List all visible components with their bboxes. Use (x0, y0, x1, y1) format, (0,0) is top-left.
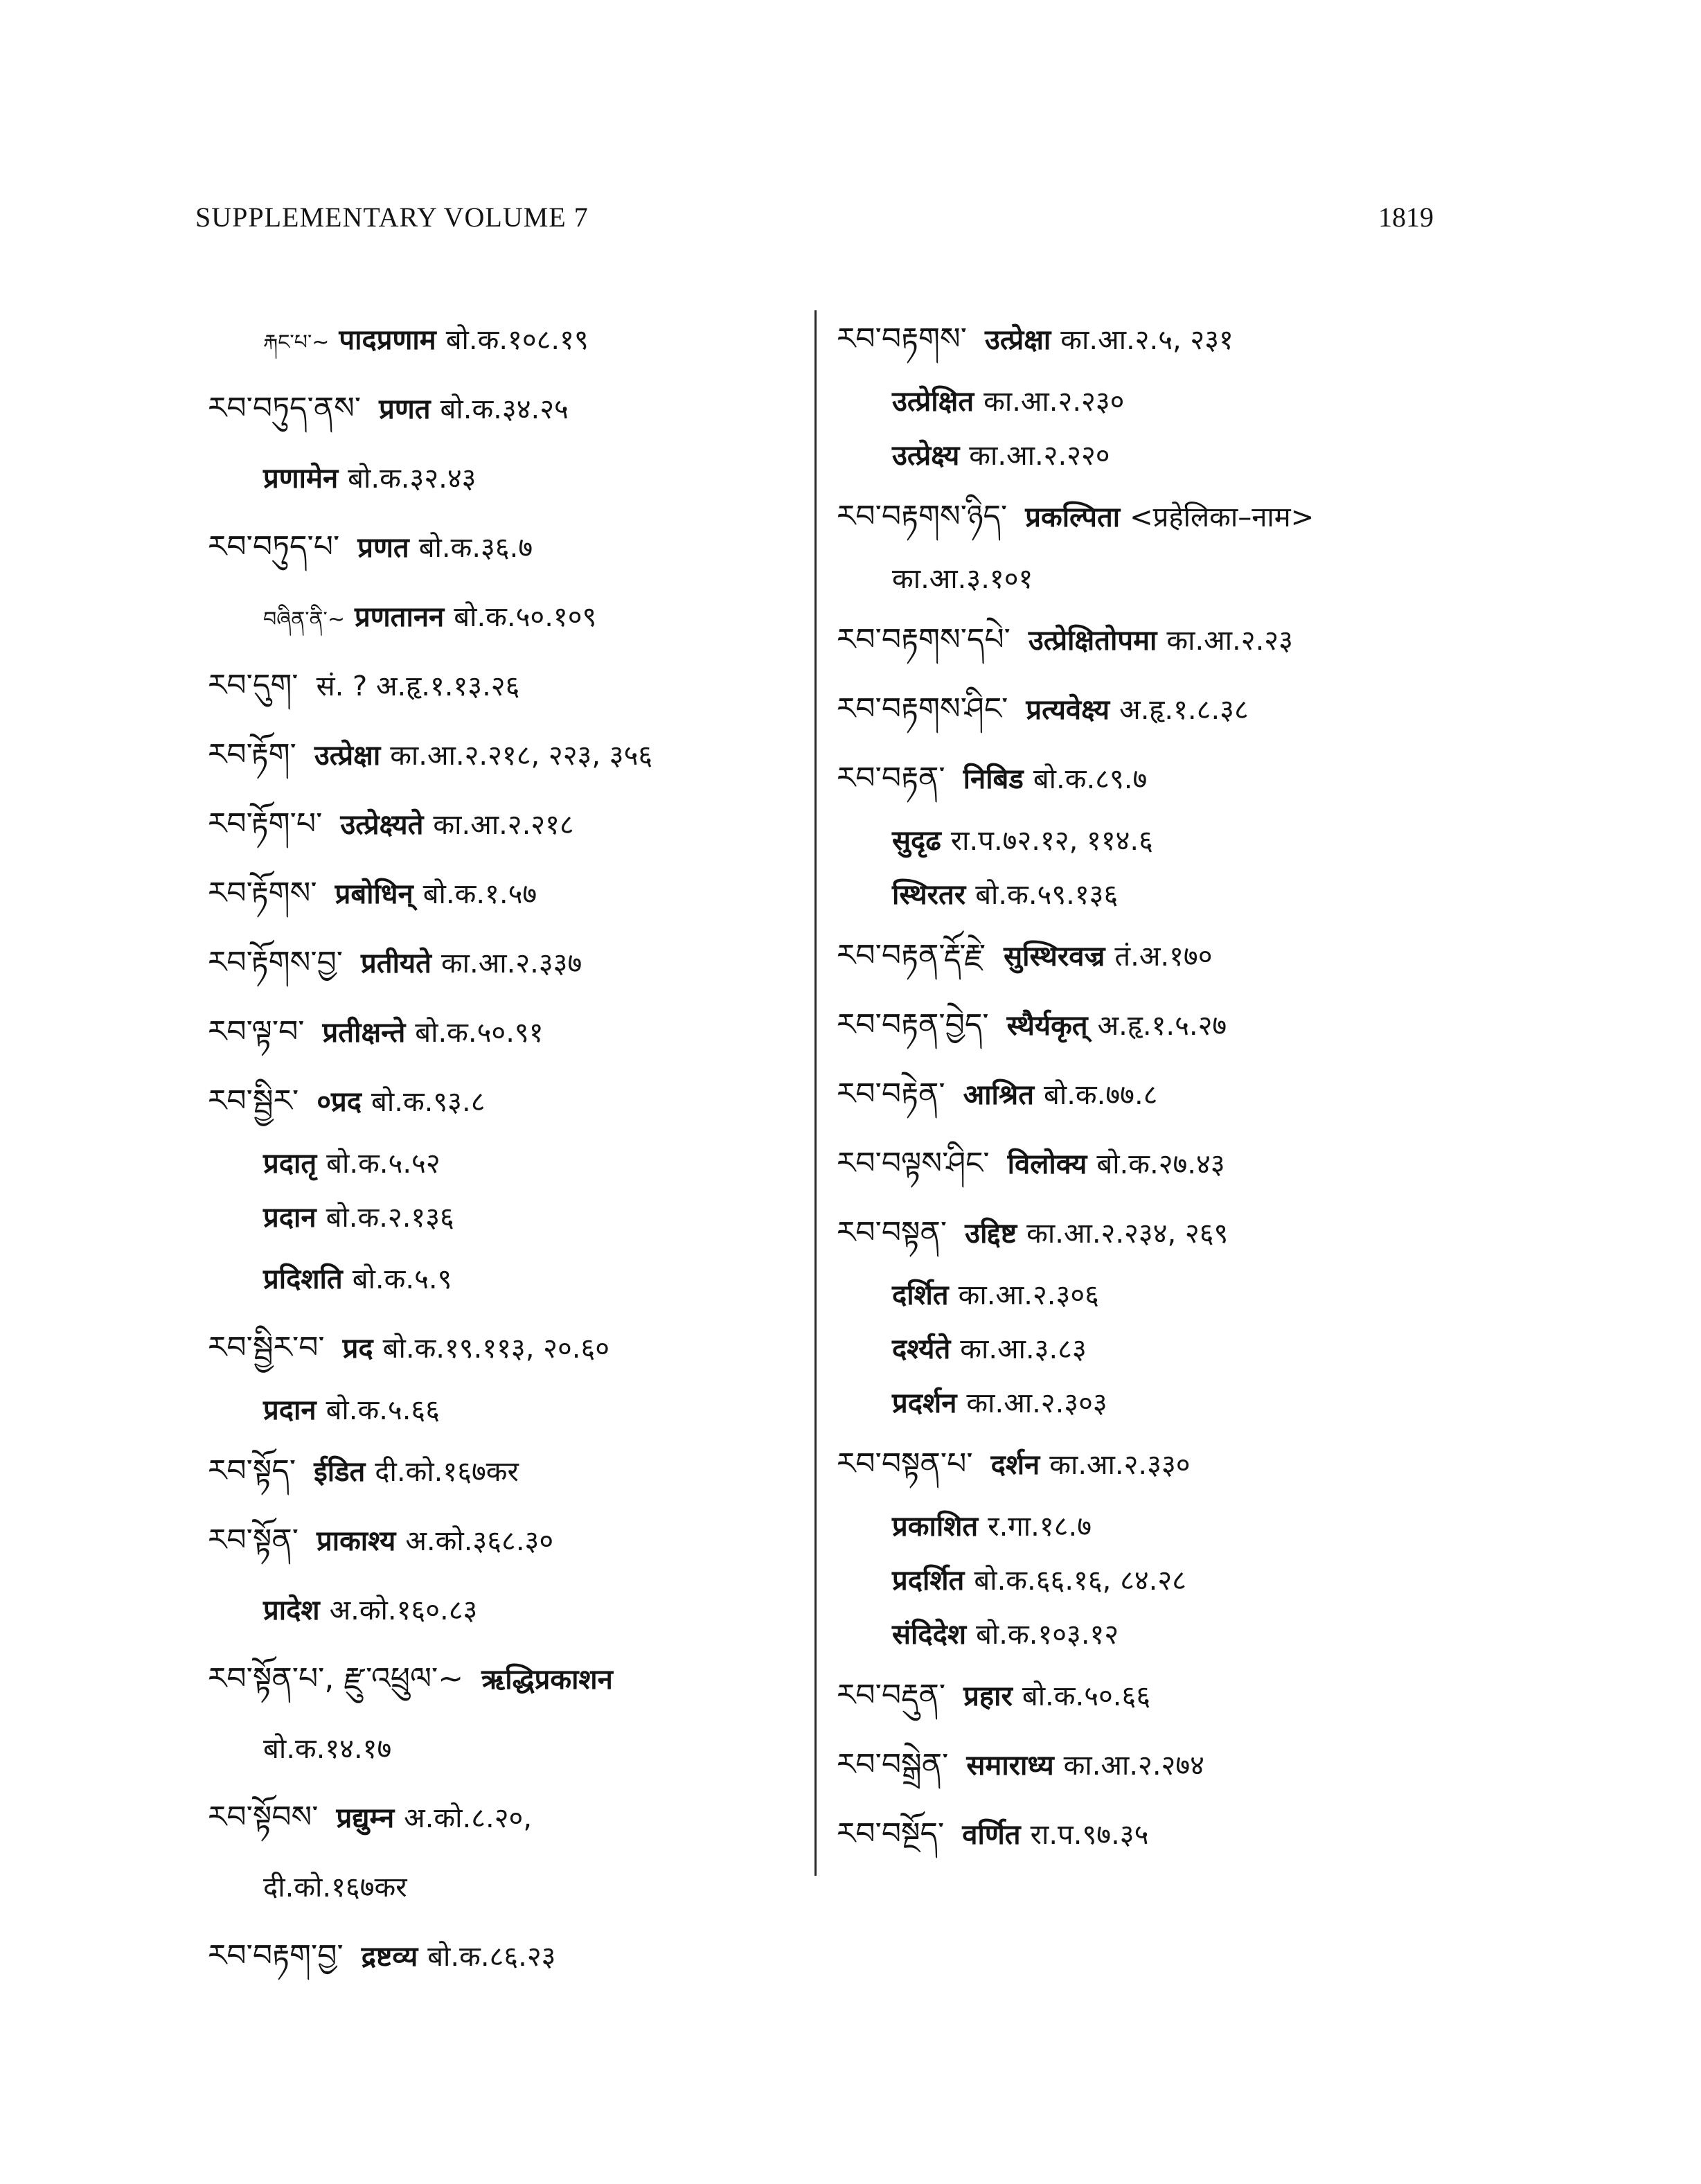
source-reference: का.आ.२.२७४ (1063, 1750, 1204, 1782)
dictionary-entry (208, 1190, 817, 1244)
sanskrit-equivalent: ०प्रद (317, 1086, 362, 1118)
dictionary-entry (837, 428, 1460, 482)
sanskrit-equivalent: प्रदर्शित (892, 1565, 965, 1597)
tibetan-headword: རབ་རྟོགས་ (208, 876, 317, 911)
sanskrit-equivalent: आश्रित (963, 1079, 1035, 1111)
source-reference: का.आ.२.२१८, २२३, ३५६ (390, 740, 653, 772)
tibetan-headword: རབ་བརྟེན་ (837, 1076, 945, 1112)
sanskrit-equivalent: प्रादेश (263, 1595, 320, 1626)
tibetan-headword: རབ་བལྟས་ཤིང་ (837, 1146, 990, 1181)
dictionary-entry (837, 921, 1460, 991)
source-reference: का.आ.२.३३० (1049, 1449, 1191, 1481)
dictionary-entry (837, 551, 1460, 605)
tibetan-headword: རབ་སྟོབས་ (208, 1800, 319, 1835)
sanskrit-equivalent: संदिदेश (892, 1619, 967, 1651)
source-reference: बो.क.२७.४३ (1096, 1148, 1225, 1180)
dictionary-entry (208, 1313, 817, 1383)
dictionary-entry (208, 513, 817, 582)
dictionary-entry (837, 1376, 1460, 1430)
sanskrit-equivalent: प्रदान (263, 1202, 317, 1234)
dictionary-entry (837, 1268, 1460, 1322)
right-column (837, 305, 1460, 1869)
sanskrit-equivalent: प्रबोधिन् (335, 878, 413, 910)
tibetan-headword: རབ་སྟོན་པ་, རྫུ་འཕྲུལ་~ (208, 1661, 464, 1696)
sanskrit-equivalent: प्रकल्पिता (1025, 501, 1121, 533)
source-reference: का.आ.२.५, २३१ (1060, 324, 1234, 356)
source-reference: अ.को.३६८.३० (405, 1525, 554, 1557)
sanskrit-equivalent: उत्प्रेक्षा (314, 740, 381, 772)
tibetan-headword: རབ་དུག་ (208, 668, 299, 703)
source-reference: बो.क.९३.८ (371, 1086, 486, 1118)
source-reference: बो.क.५.९ (352, 1263, 452, 1295)
dictionary-entry (208, 1136, 817, 1190)
sanskrit-equivalent: उत्प्रेक्ष्यते (340, 809, 424, 841)
source-reference: तं.अ.१७० (1114, 941, 1213, 973)
tibetan-compound: བཞིན་ནི་~ (263, 607, 345, 632)
sanskrit-equivalent: प्रद (342, 1333, 373, 1365)
sanskrit-equivalent: प्रतीक्षन्ते (322, 1017, 406, 1049)
source-reference: बो.क.५.५२ (326, 1148, 440, 1180)
dictionary-entry (208, 374, 817, 443)
tibetan-headword: རབ་བརྡུན་ (837, 1678, 946, 1713)
dictionary-entry (837, 374, 1460, 428)
source-reference: बो.क.७७.८ (1044, 1079, 1158, 1111)
dictionary-entry (208, 1921, 817, 1991)
dictionary-entry (208, 1783, 817, 1852)
sanskrit-equivalent: स्थिरतर (892, 879, 966, 911)
sanskrit-equivalent: प्रणतानन (355, 601, 445, 633)
source-reference: सं. ? अ.हृ.१.१३.२६ (316, 671, 520, 702)
tibetan-headword: རབ་ལྟ་བ་ (208, 1014, 305, 1049)
dictionary-entry (208, 928, 817, 997)
left-column (208, 305, 817, 1991)
tibetan-headword: རབ་སྟོད་ (208, 1453, 296, 1489)
source-reference: अ.को.१६०.८३ (329, 1595, 478, 1626)
tibetan-headword: རབ་བརྟགས་ཉིད་ (837, 499, 1008, 534)
source-reference: बो.क.३६.७ (418, 532, 533, 564)
source-reference: बो.क.८९.७ (1033, 763, 1148, 795)
source-reference: अ.को.८.२०, (404, 1802, 533, 1834)
source-reference: बो.क.३४.२५ (440, 393, 569, 425)
sanskrit-equivalent: उद्दिष्ट (965, 1218, 1017, 1250)
sanskrit-equivalent: प्रदिशति (263, 1263, 343, 1295)
dictionary-entry (837, 1553, 1460, 1607)
sanskrit-equivalent: निबिड (963, 763, 1024, 795)
tibetan-headword: རབ་བརྟགས་ (837, 321, 967, 357)
tibetan-headword: རབ་བཏུད་པ་ (208, 529, 340, 565)
dictionary-entry (208, 859, 817, 928)
sanskrit-equivalent: ऋद्धिप्रकाशन (481, 1664, 613, 1696)
dictionary-entry (837, 1499, 1460, 1553)
source-reference: रा.प.९७.३५ (1030, 1819, 1149, 1851)
source-reference: का.आ.२.३०६ (958, 1279, 1099, 1311)
tibetan-headword: རབ་རྟོག་པ་ (208, 806, 323, 842)
dictionary-entry (837, 1800, 1460, 1869)
tibetan-headword: རབ་བརྟགས་དཔེ་ (837, 622, 1010, 657)
tibetan-headword: རབ་བསྟན་པ་ (837, 1446, 973, 1482)
dictionary-entry (837, 605, 1460, 675)
source-reference: बो.क.८६.२३ (427, 1941, 556, 1973)
source-reference: दी.को.१६७कर (375, 1456, 519, 1488)
dictionary-entry (837, 1661, 1460, 1730)
source-reference: बो.क.५.६६ (326, 1394, 440, 1426)
sanskrit-equivalent: दर्शित (892, 1279, 949, 1311)
sanskrit-equivalent: प्रदान (263, 1394, 317, 1426)
dictionary-entry (837, 867, 1460, 921)
dictionary-entry (208, 1244, 817, 1313)
sanskrit-equivalent: उत्प्रेक्षितोपमा (1028, 625, 1157, 657)
dictionary-entry (208, 651, 817, 720)
dictionary-entry (837, 1129, 1460, 1198)
source-reference: का.आ.२.२१८ (433, 809, 574, 841)
dictionary-entry (208, 1437, 817, 1506)
sanskrit-equivalent: प्रत्यवेक्ष्य (1026, 694, 1110, 726)
sanskrit-equivalent: द्रष्टव्य (361, 1941, 418, 1973)
tibetan-headword: རབ་བསྒྲེན་ (837, 1747, 949, 1782)
dictionary-entry (208, 1714, 817, 1783)
sanskrit-equivalent: प्रतीयते (361, 948, 431, 979)
tibetan-headword: རབ་སྦྱིར་བ་ (208, 1330, 325, 1365)
page-number: 1819 (1378, 202, 1434, 233)
dictionary-entry (208, 720, 817, 790)
sanskrit-equivalent: समाराध्य (966, 1750, 1054, 1782)
sanskrit-equivalent: स्थैर्यकृत् (1006, 1010, 1088, 1042)
tibetan-headword: རབ་བརྟན་ (837, 761, 945, 796)
dictionary-entry (208, 1852, 817, 1921)
sanskrit-equivalent: दर्श्यते (892, 1333, 951, 1365)
dictionary-entry (208, 1067, 817, 1136)
source-reference: का.आ.२.३०३ (966, 1387, 1107, 1419)
dictionary-entry (208, 790, 817, 859)
dictionary-entry (208, 1383, 817, 1437)
running-title: SUPPLEMENTARY VOLUME 7 (195, 202, 589, 233)
sanskrit-equivalent: प्रहार (963, 1680, 1013, 1712)
source-reference: बो.क.१४.१७ (263, 1733, 392, 1765)
sanskrit-equivalent: सुदृढ (892, 825, 941, 857)
dictionary-entry (208, 305, 817, 374)
dictionary-entry (837, 991, 1460, 1060)
dictionary-entry (837, 305, 1460, 374)
dictionary-entry (837, 1198, 1460, 1268)
source-reference: बो.क.१०८.१९ (445, 324, 589, 356)
dictionary-entry (208, 443, 817, 513)
source-reference: का.आ.२.३३७ (440, 948, 582, 979)
source-reference: <प्रहेलिका–नाम> (1130, 501, 1315, 533)
source-reference: बो.क.६६.१६, ८४.२८ (974, 1565, 1186, 1597)
dictionary-entry (208, 1506, 817, 1575)
sanskrit-equivalent: विलोक्य (1007, 1148, 1087, 1180)
tibetan-headword: རབ་སྟོན་ (208, 1522, 299, 1558)
tibetan-headword: རབ་བསྔོད་ (837, 1816, 945, 1852)
dictionary-entry (208, 1575, 817, 1644)
source-reference: र.गा.१८.७ (988, 1511, 1092, 1543)
dictionary-entry (208, 582, 817, 651)
sanskrit-equivalent: दर्शन (990, 1449, 1040, 1481)
source-reference: अ.हृ.१.८.३८ (1119, 694, 1249, 726)
dictionary-entry (837, 813, 1460, 867)
page-header (195, 201, 1434, 242)
sanskrit-equivalent: प्रदर्शन (892, 1387, 957, 1419)
source-reference: बो.क.५९.१३६ (975, 879, 1119, 911)
tibetan-compound: རྐང་པ་~ (263, 330, 330, 355)
dictionary-entry (837, 1430, 1460, 1499)
source-reference: बो.क.३२.४३ (348, 463, 477, 495)
source-reference: बो.क.५०.९१ (415, 1017, 544, 1049)
source-reference: अ.हृ.१.५.२७ (1097, 1010, 1227, 1042)
sanskrit-equivalent: वर्णित (962, 1819, 1021, 1851)
source-reference: का.आ.३.१०१ (892, 563, 1033, 595)
source-reference: बो.क.५०.१०९ (454, 601, 597, 633)
dictionary-entry (837, 1607, 1460, 1661)
source-reference: बो.क.५०.६६ (1022, 1680, 1151, 1712)
source-reference: बो.क.१९.११३, २०.६० (382, 1333, 610, 1365)
tibetan-headword: རབ་རྟོག་ (208, 737, 296, 772)
column-divider (814, 310, 817, 1876)
sanskrit-equivalent: प्राकाश्य (316, 1525, 396, 1557)
source-reference: बो.क.१.५७ (422, 878, 537, 910)
sanskrit-equivalent: उत्प्रेक्ष्य (892, 440, 960, 472)
dictionary-entry (837, 482, 1460, 551)
tibetan-headword: རབ་བཏུད་ནས་ (208, 391, 362, 426)
source-reference: का.आ.३.८३ (960, 1333, 1087, 1365)
sanskrit-equivalent: प्रद्युम्न (336, 1802, 395, 1834)
dictionary-entry (837, 1060, 1460, 1129)
tibetan-headword: རབ་བརྟག་བྱ་ (208, 1938, 344, 1973)
source-reference: का.आ.२.२३४, २६९ (1026, 1218, 1229, 1250)
tibetan-headword: རབ་བརྟན་རྡོ་རྗེ་ (837, 938, 986, 973)
tibetan-headword: རབ་རྟོགས་བྱ་ (208, 945, 344, 980)
dictionary-entry (837, 1322, 1460, 1376)
dictionary-entry (208, 1644, 817, 1714)
source-reference: का.आ.२.२२० (969, 440, 1110, 472)
tibetan-headword: རབ་བརྟན་བྱེད་ (837, 1007, 989, 1042)
sanskrit-equivalent: प्रणामेन (263, 463, 339, 495)
dictionary-entry (837, 1730, 1460, 1800)
tibetan-headword: རབ་བསྟན་ (837, 1215, 947, 1250)
sanskrit-equivalent: सुस्थिरवज्र (1004, 941, 1105, 973)
source-reference: का.आ.२.२३० (983, 386, 1125, 418)
tibetan-headword: རབ་སྦྱིར་ (208, 1083, 299, 1119)
sanskrit-equivalent: प्रकाशित (892, 1511, 979, 1543)
source-reference: बो.क.१०३.१२ (976, 1619, 1119, 1651)
sanskrit-equivalent: प्रणत (357, 532, 409, 564)
sanskrit-equivalent: ईडित (314, 1456, 366, 1488)
dictionary-entry (837, 675, 1460, 744)
source-reference: रा.प.७२.१२, ११४.६ (950, 825, 1153, 857)
sanskrit-equivalent: उत्प्रेक्षित (892, 386, 974, 418)
dictionary-entry (837, 744, 1460, 813)
sanskrit-equivalent: प्रदातृ (263, 1148, 317, 1180)
dictionary-entry (208, 997, 817, 1067)
sanskrit-equivalent: पादप्रणाम (339, 324, 436, 356)
source-reference: बो.क.२.१३६ (326, 1202, 454, 1234)
source-reference: का.आ.२.२३ (1166, 625, 1293, 657)
tibetan-headword: རབ་བརྟགས་ཤིང་ (837, 691, 1008, 727)
source-reference: दी.को.१६७कर (263, 1872, 407, 1903)
sanskrit-equivalent: प्रणत (379, 393, 431, 425)
sanskrit-equivalent: उत्प्रेक्षा (984, 324, 1051, 356)
